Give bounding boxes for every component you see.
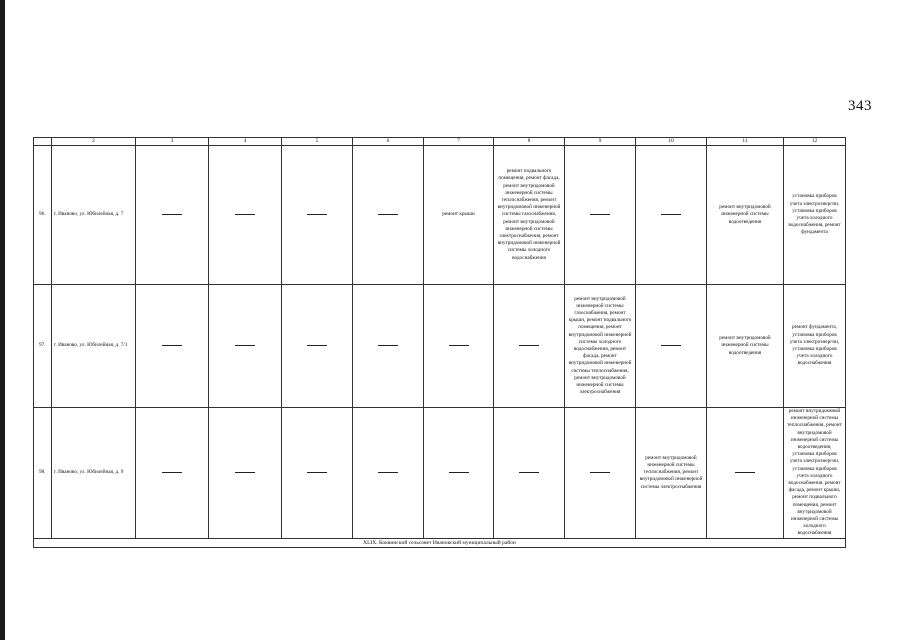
empty-cell (353, 146, 424, 285)
dash-mark (162, 472, 182, 473)
works-table (33, 137, 846, 548)
dash-mark (162, 345, 182, 346)
work-description-cell: ремонт фундамента, установка приборов учета электроэнергии, установка приборов учета холодного водоснабжения (784, 285, 846, 408)
header-cell-8: 8 (494, 138, 565, 146)
section-row (34, 538, 846, 547)
dash-mark (162, 214, 182, 215)
header-cell-7: 7 (424, 138, 494, 146)
header-cell-6: 6 (353, 138, 424, 146)
dash-mark (519, 472, 539, 473)
empty-cell (282, 285, 353, 408)
empty-cell (565, 408, 636, 539)
row-number: 98. (34, 408, 52, 539)
section-title: XLIX. Коквинский сельсовет Ивановский муниципальный район (34, 538, 846, 547)
dash-mark (378, 345, 398, 346)
header-cell-10: 10 (636, 138, 707, 146)
work-description-cell: ремонт крыши (424, 146, 494, 285)
empty-cell (565, 146, 636, 285)
dash-mark (519, 345, 539, 346)
row-number: 96. (34, 146, 52, 285)
dash-mark (307, 345, 327, 346)
dash-mark (235, 472, 255, 473)
empty-cell (636, 146, 707, 285)
empty-cell (282, 146, 353, 285)
work-description-cell: ремонт внутридомовой инженерной системы газоснабжения, ремонт крыши, ремонт подвального помещения, ремонт внутридомовой инженерной системы холодного водоснабжения, ремонт фасада, ремонт внутридомовой инженерной системы теплоснабжения, ремонт внутридомовой инженерной системы электроснабжения (565, 285, 636, 408)
work-description-cell: ремонт внутридомовой инженерной системы водоотведения (707, 285, 784, 408)
header-row (34, 138, 846, 146)
table-row (34, 408, 846, 539)
dash-mark (735, 472, 755, 473)
dash-mark (661, 345, 681, 346)
dash-mark (307, 472, 327, 473)
dash-mark (590, 472, 610, 473)
work-description-cell: ремонт внутридомовой инженерной системы теплоснабжения, ремонт внутридомовой инженерной системы электроснабжения (636, 408, 707, 539)
scan-left-edge (0, 0, 5, 640)
dash-mark (661, 214, 681, 215)
header-cell-5: 5 (282, 138, 353, 146)
empty-cell (209, 285, 282, 408)
dash-mark (378, 472, 398, 473)
work-description-cell: установка приборов учета электроэнергии, установка приборов учета холодного водоснабжения, ремонт фундамента (784, 146, 846, 285)
empty-cell (136, 408, 209, 539)
row-number: 97. (34, 285, 52, 408)
work-description-cell: ремонт внутридомовой инженерной системы водоотведения (707, 146, 784, 285)
empty-cell (636, 285, 707, 408)
dash-mark (235, 345, 255, 346)
empty-cell (494, 408, 565, 539)
work-description-cell: ремонт подвального помещения, ремонт фасада, ремонт внутридомовой инженерной системы теплоснабжения, ремонт внутридомовой инженерной системы газоснабжения, ремонт внутридомовой инженерной системы электроснабжения, ремонт внутридомовой инженерной системы холодного водоснабжения (494, 146, 565, 285)
table-row (34, 146, 846, 285)
empty-cell (136, 146, 209, 285)
dash-mark (449, 345, 469, 346)
dash-mark (235, 214, 255, 215)
empty-cell (209, 408, 282, 539)
header-cell-4: 4 (209, 138, 282, 146)
page-number: 343 (848, 98, 872, 114)
header-cell-2: 2 (52, 138, 136, 146)
dash-mark (590, 214, 610, 215)
empty-cell (494, 285, 565, 408)
row-address: г. Иваново, ул. Юбилейная, д. 9 (52, 408, 136, 539)
row-address: г. Иваново, ул. Юбилейная, д. 7 (52, 146, 136, 285)
table-row (34, 285, 846, 408)
empty-cell (424, 408, 494, 539)
empty-cell (424, 285, 494, 408)
header-cell-3: 3 (136, 138, 209, 146)
empty-cell (707, 408, 784, 539)
empty-cell (136, 285, 209, 408)
empty-cell (353, 408, 424, 539)
header-cell-12: 12 (784, 138, 846, 146)
work-description-cell: ремонт внутридомовой инженерной системы теплоснабжения, ремонт внутридомовой инженерной системы водоотведения, установка приборов учета электроэнергии, установка приборов учета холодного водоснабжения, ремонт фасада, ремонт крыши, ремонт подвального помещения, ремонт внутридомовой инженерной системы холодного водоснабжения (784, 408, 846, 539)
dash-mark (307, 214, 327, 215)
header-cell-9: 9 (565, 138, 636, 146)
empty-cell (353, 285, 424, 408)
empty-cell (209, 146, 282, 285)
header-cell-11: 11 (707, 138, 784, 146)
dash-mark (449, 472, 469, 473)
empty-cell (282, 408, 353, 539)
row-address: г. Иваново, ул. Юбилейная, д. 7/1 (52, 285, 136, 408)
header-cell-1 (34, 138, 52, 146)
dash-mark (378, 214, 398, 215)
